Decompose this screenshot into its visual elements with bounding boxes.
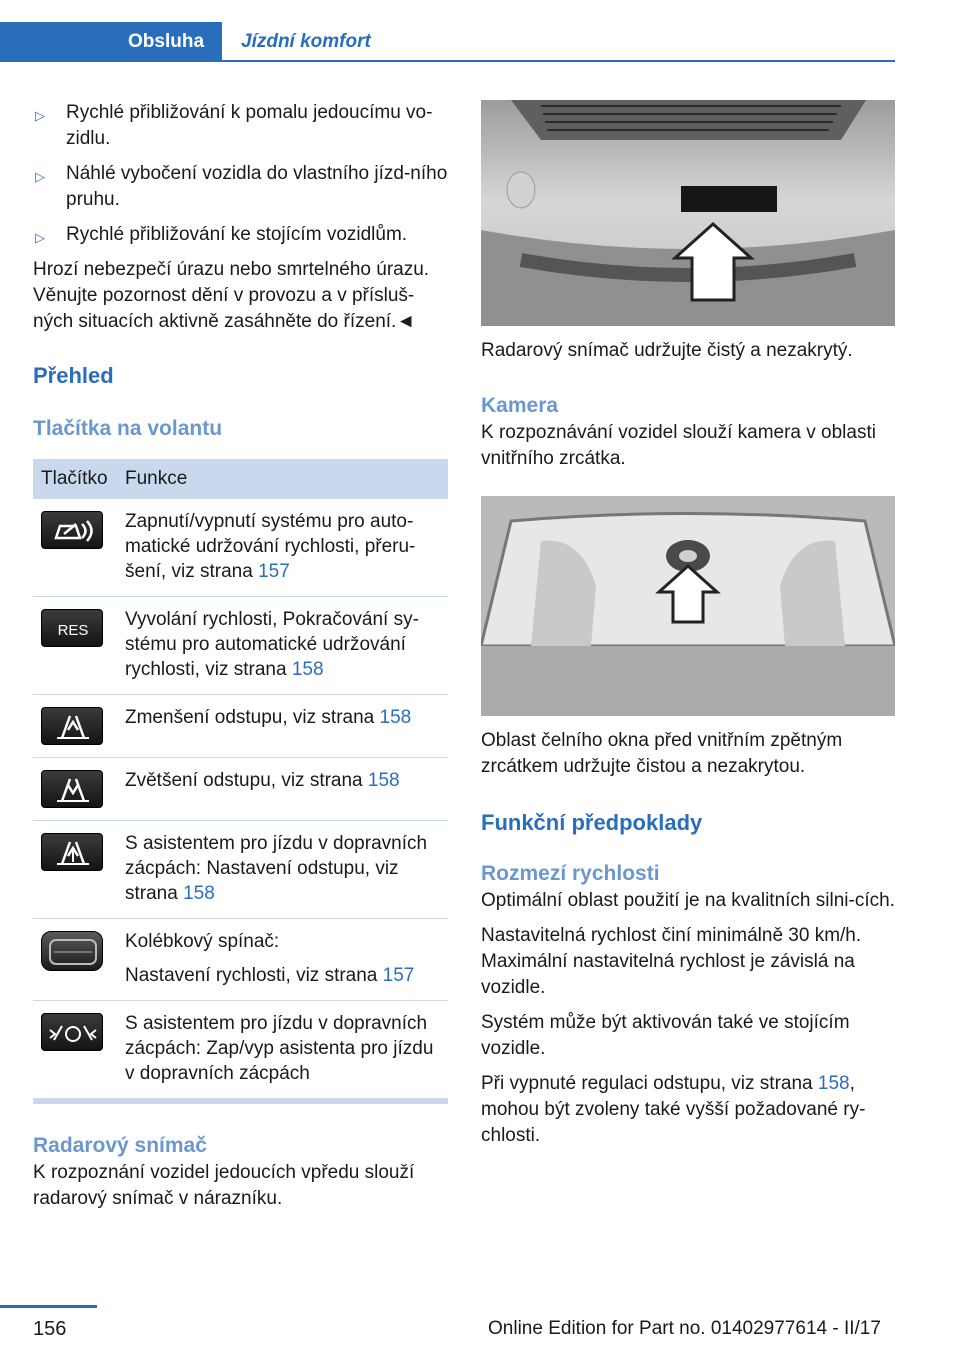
heading-tlacitka: Tlačítka na volantu [33,417,223,440]
triangle-bullet-icon: ▷ [35,108,45,123]
list-item: ▷ Náhlé vybočení vozidla do vlastního jízd‐ního pruhu. [35,163,448,210]
footer-rule [0,1305,97,1308]
paragraph: Optimální oblast použití je na kvalitních silni‐cích. [481,890,895,911]
tab-jizdni-komfort[interactable]: Jízdní komfort [241,31,371,52]
header-rule [0,60,895,62]
table-row: Zmenšení odstupu, viz strana 158 [33,695,448,758]
table-end-bar [33,1099,448,1104]
windscreen-camera-photo [481,496,895,716]
right-column [481,100,895,1158]
paragraph: Systém může být aktivován také ve stojícím vozidle. [481,1012,850,1059]
page-link[interactable]: 158 [379,707,412,728]
left-column [33,100,448,1221]
list-item: ▷ Rychlé přibližování ke stojícím vozidlům. [35,224,408,245]
res-label: RES [57,622,89,639]
heading-prehled: Přehled [33,363,114,388]
table-row: S asistentem pro jízdu v dopravních zácpách: Zap/vyp asistenta pro jízdu v dopravních zácpách [33,1001,448,1099]
bumper-radar-photo [481,100,895,326]
page-link[interactable]: 158 [291,659,324,680]
res-button-icon [41,609,103,647]
triangle-bullet-icon: ▷ [35,230,45,245]
triangle-bullet-icon: ▷ [35,169,45,184]
traffic-jam-assistant-icon [41,1013,103,1051]
table-row: Zvětšení odstupu, viz strana 158 [33,758,448,821]
rocker-switch-icon [41,931,103,971]
tab-obsluha-label: Obsluha [128,31,205,52]
heading-radar: Radarový snímač [33,1133,207,1157]
radar-text: K rozpoznání vozidel jedoucích vpředu slouží radarový snímač v nárazníku. [33,1161,415,1209]
page-link[interactable]: 158 [367,770,400,791]
column-header-function: Funkce [117,459,448,499]
page-header [0,22,895,62]
tab-obsluha[interactable] [0,22,222,62]
cruise-control-icon [41,511,103,549]
edition-note: Online Edition for Part no. 01402977614 - II/17 [488,1318,881,1339]
radar-caption: Radarový snímač udržujte čistý a nezakrytý. [481,340,853,361]
traffic-jam-distance-icon [41,833,103,871]
page-link[interactable]: 158 [183,883,215,904]
table-row: S asistentem pro jízdu v dopravních zácpách: Nastavení odstupu, viz strana 158 [33,821,448,919]
warning-text: Hrozí nebezpečí úrazu nebo smrtelného úrazu. Věnujte pozornost dění v provozu a v přísluš‐ných situacích aktivně zasáhněte do řízení.◄ [33,259,430,332]
page-number: 156 [33,1318,67,1340]
page-link[interactable]: 158 [817,1073,850,1094]
table-row: RES Vyvolání rychlosti, Pokračování sy‐stému pro automatické udržování rychlosti, viz strana 158 [33,597,448,695]
distance-decrease-icon [41,707,103,745]
list-item: ▷ Rychlé přibližování k pomalu jedoucímu vo‐zidlu. [35,102,433,149]
distance-increase-icon [41,770,103,808]
kamera-text: K rozpoznávání vozidel slouží kamera v oblasti vnitřního zrcátka. [481,422,876,469]
heading-predpoklady: Funkční předpoklady [481,810,703,835]
paragraph: Při vypnuté regulaci odstupu, viz strana 158, mohou být zvoleny také vyšší požadované ry‐chlosti. [481,1073,866,1146]
table-row: Zapnutí/vypnutí systému pro auto‐matické udržování rychlosti, přeru‐šení, viz strana 157 [33,499,448,597]
heading-kamera: Kamera [481,394,559,417]
table-row: Kolébkový spínač: Nastavení rychlosti, viz strana 157 [33,919,448,1001]
heading-rozmezi: Rozmezí rychlosti [481,862,660,885]
page-link[interactable]: 157 [258,561,290,582]
page-link[interactable]: 157 [382,965,415,986]
column-header-button: Tlačítko [33,459,117,499]
buttons-table [33,459,448,1104]
camera-caption: Oblast čelního okna před vnitřním zpětným zrcátkem udržujte čistou a nezakrytou. [481,730,843,777]
paragraph: Nastavitelná rychlost činí minimálně 30 km/h. Maximální nastavitelná rychlost je závislá na vozidle. [481,925,862,998]
